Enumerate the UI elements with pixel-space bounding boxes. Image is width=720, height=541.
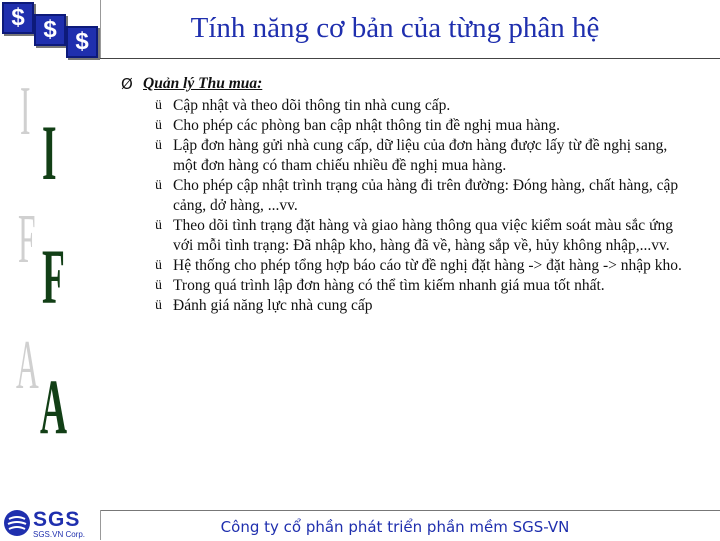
list-item-text: Cập nhật và theo dõi thông tin nhà cung cấp. [173, 97, 451, 114]
side-letter-shadow-f: F [18, 201, 36, 278]
arrow-bullet-icon: Ø [121, 75, 133, 93]
list-item-text: Cho phép các phòng ban cập nhật thông tin đề nghị mua hàng. [173, 117, 560, 134]
list-item [155, 216, 701, 256]
footer-divider [100, 510, 720, 511]
dollar-logo-tile: $ [66, 26, 98, 58]
list-item-text: Trong quá trình lập đơn hàng có thể tìm kiếm nhanh giá mua tốt nhất. [173, 277, 605, 294]
side-letter-shadow-i: I [20, 73, 31, 150]
list-item-text: Lập đơn hàng gửi nhà cung cấp, dữ liệu của đơn hàng được lấy từ đề nghị sang, một đơn hàng có tham chiếu nhiều đề nghị mua hàng. [173, 137, 668, 174]
page-title: Tính năng cơ bản của từng phân hệ [190, 12, 600, 44]
header-divider [100, 58, 720, 59]
list-item [155, 116, 701, 136]
list-item-text: Đánh giá năng lực nhà cung cấp [173, 297, 373, 314]
list-item [155, 96, 701, 116]
section-title: Quản lý Thu mua: [143, 75, 263, 92]
side-letter-a: A [40, 363, 68, 450]
check-icon: ü [155, 118, 162, 133]
list-item [155, 276, 701, 296]
list-item-text: Cho phép cập nhật trình trạng của hàng đi trên đường: Đóng hàng, chất hàng, cập cảng, dở hàng, ...vv. [173, 177, 679, 214]
side-letter-shadow-a: A [16, 327, 39, 404]
section-heading [121, 74, 701, 94]
check-icon: ü [155, 178, 162, 193]
list-item-text: Theo dõi tình trạng đặt hàng và giao hàng thông qua việc kiểm soát màu sắc ứng với mỗi tình trạng: Đã nhập kho, hàng đã về, hàng sắp về, hủy không nhập,...vv. [173, 217, 673, 254]
list-item [155, 256, 701, 276]
dollar-logo-tile: $ [2, 2, 34, 34]
sgs-logo-subtext: SGS.VN Corp. [33, 530, 86, 539]
globe-icon [4, 510, 30, 536]
list-item-text: Hệ thống cho phép tổng hợp báo cáo từ đề nghị đặt hàng -> đặt hàng -> nhập kho. [173, 257, 682, 274]
sgs-logo [2, 508, 100, 540]
list-item [155, 136, 701, 176]
check-icon: ü [155, 98, 162, 113]
check-icon: ü [155, 138, 162, 153]
content-area [121, 74, 701, 316]
sgs-logo-text: SGS [33, 508, 81, 531]
check-icon: ü [155, 218, 162, 233]
footer-company-name: Công ty cổ phần phát triển phần mềm SGS-VN [220, 518, 570, 536]
check-icon: ü [155, 278, 162, 293]
check-icon: ü [155, 258, 162, 273]
list-item [155, 296, 701, 316]
list-item [155, 176, 701, 216]
globe-icon-graphic [4, 510, 30, 536]
side-letter-f: F [42, 233, 65, 320]
dollar-logo-tile: $ [34, 14, 66, 46]
check-icon: ü [155, 298, 162, 313]
side-letter-i: I [42, 109, 57, 196]
feature-list [155, 96, 701, 316]
